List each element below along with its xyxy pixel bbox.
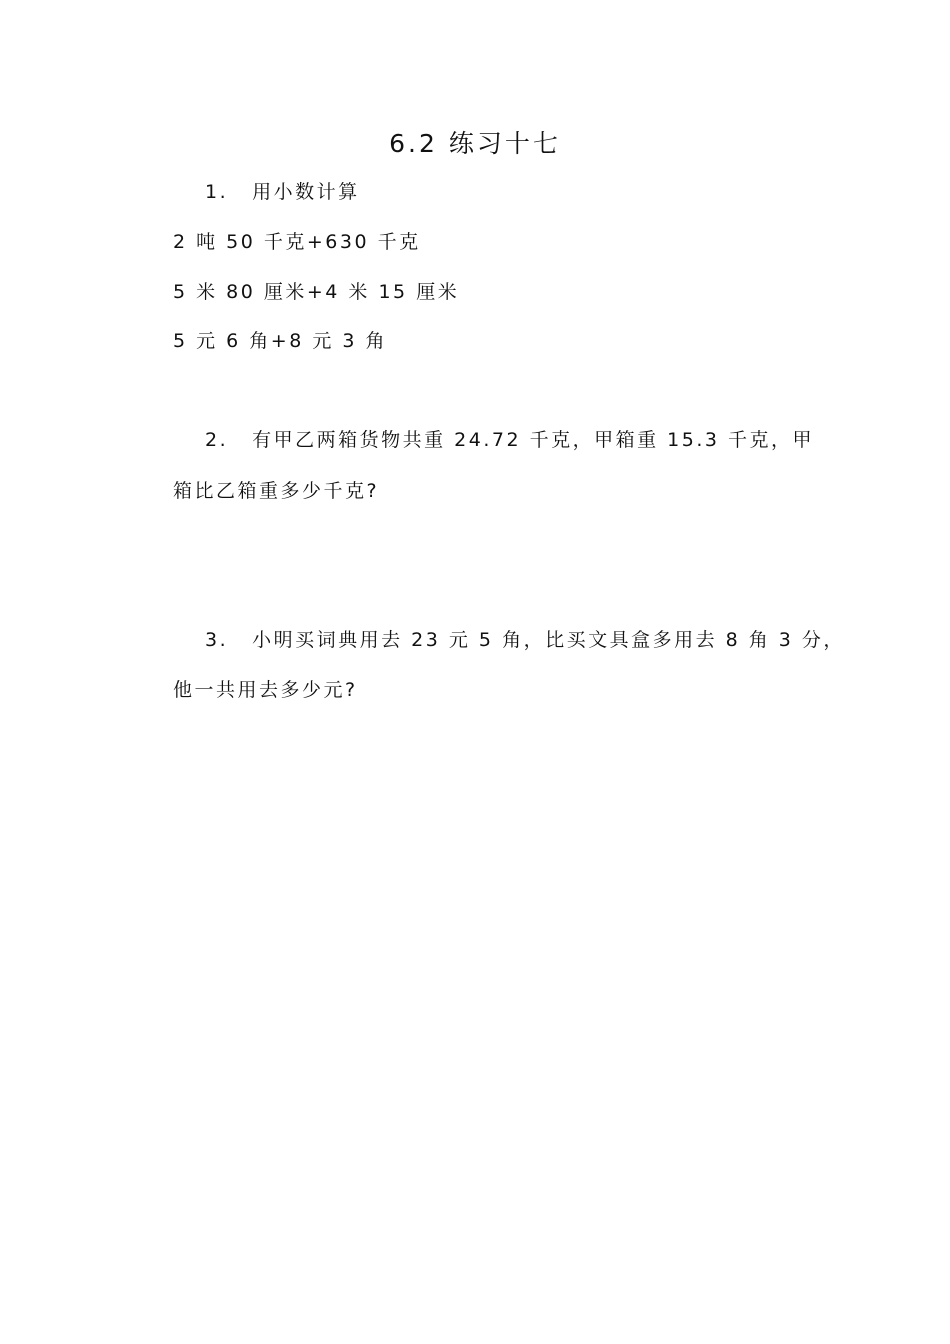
question-3-line-2: 他一共用去多少元? xyxy=(173,679,358,701)
question-1-item-1: 2 吨 50 千克+630 千克 xyxy=(173,231,421,253)
page-title: 6.2 练习十七 xyxy=(389,129,561,158)
question-3-number: 3. xyxy=(205,629,229,651)
question-3-line-1 xyxy=(205,628,845,652)
question-3-text: 小明买词典用去 23 元 5 角，比买文具盒多用去 8 角 3 分， xyxy=(252,629,845,651)
question-1-heading xyxy=(205,180,360,204)
question-2-number: 2. xyxy=(205,429,229,451)
question-2-line-2: 箱比乙箱重多少千克? xyxy=(173,480,380,502)
question-1-item-3: 5 元 6 角+8 元 3 角 xyxy=(173,330,388,352)
question-2-line-1 xyxy=(205,428,814,452)
question-1-item-2: 5 米 80 厘米+4 米 15 厘米 xyxy=(173,281,460,303)
question-1-number: 1. xyxy=(205,181,229,203)
question-1-text: 用小数计算 xyxy=(252,181,360,203)
question-2-text: 有甲乙两箱货物共重 24.72 千克，甲箱重 15.3 千克，甲 xyxy=(252,429,814,451)
